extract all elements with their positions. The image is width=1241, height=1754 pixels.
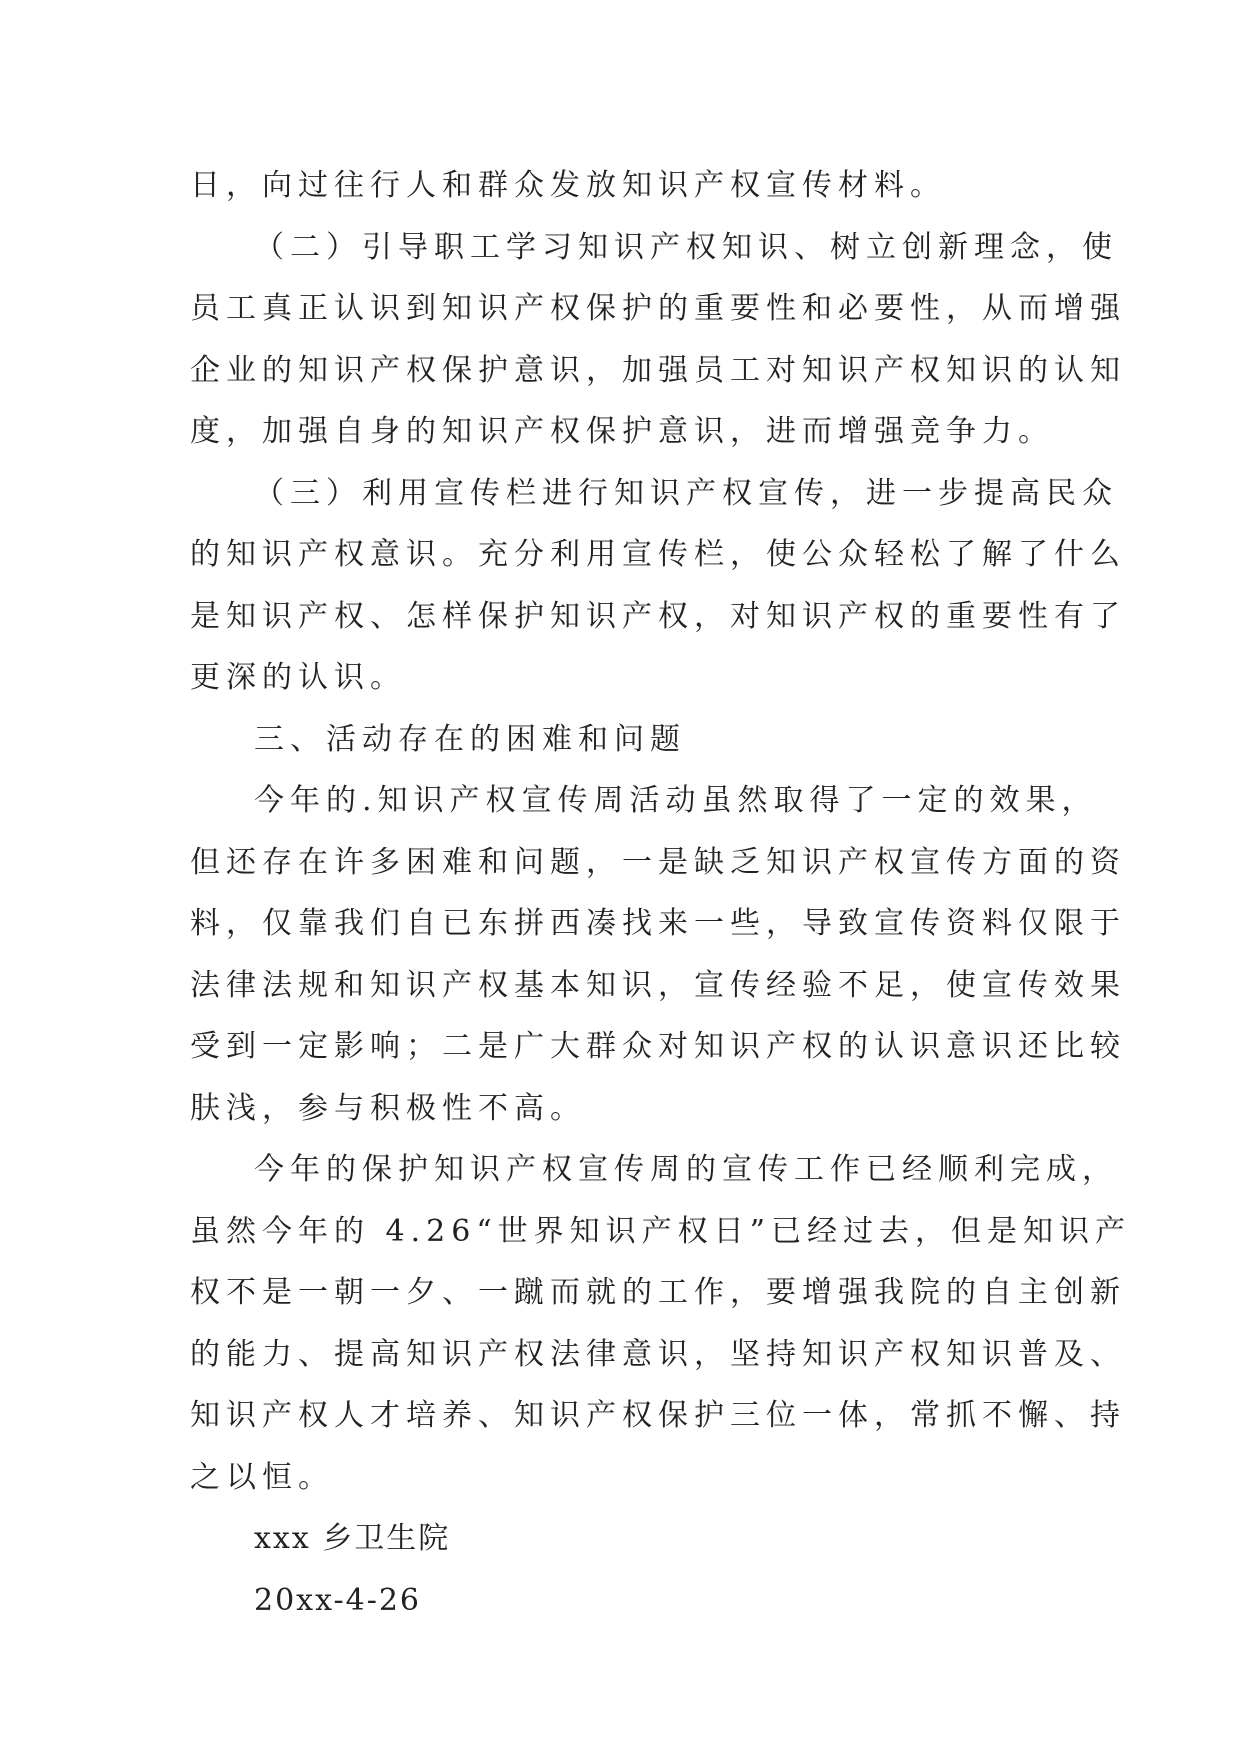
text-line: 是知识产权、怎样保护知识产权，对知识产权的重要性有了 <box>190 598 1126 634</box>
text-line: 肤浅，参与积极性不高。 <box>190 1090 586 1126</box>
text-line: 今年的保护知识产权宣传周的宣传工作已经顺利完成， <box>254 1152 1118 1187</box>
text-line: 度，加强自身的知识产权保护意识，进而增强竞争力。 <box>190 414 1054 449</box>
text-line: 更深的认识。 <box>190 660 406 695</box>
text-line: 法律法规和知识产权基本知识，宣传经验不足，使宣传效果 <box>190 967 1126 1003</box>
signature-date: 20xx-4-26 <box>254 1582 422 1618</box>
text-line: 企业的知识产权保护意识，加强员工对知识产权知识的认知 <box>190 352 1126 388</box>
document-body <box>190 155 1132 1631</box>
text-line: （三）利用宣传栏进行知识产权宣传，进一步提高民众 <box>254 475 1118 511</box>
text-line: 虽然今年的 4.26“世界知识产权日”已经过去，但是知识产 <box>190 1213 1132 1249</box>
signature-organization: xxx 乡卫生院 <box>254 1521 451 1556</box>
text-line: 员工真正认识到知识产权保护的重要性和必要性，从而增强 <box>190 291 1126 326</box>
text-line: 料，仅靠我们自已东拼西凑找来一些，导致宣传资料仅限于 <box>190 906 1126 941</box>
text-line: 之以恒。 <box>190 1459 334 1495</box>
text-line: 受到一定影响；二是广大群众对知识产权的认识意识还比较 <box>190 1029 1126 1064</box>
text-line: （二）引导职工学习知识产权知识、树立创新理念，使 <box>254 229 1118 265</box>
text-line: 但还存在许多困难和问题，一是缺乏知识产权宣传方面的资 <box>190 844 1126 880</box>
text-line: 知识产权人才培养、知识产权保护三位一体，常抓不懈、持 <box>190 1398 1126 1433</box>
text-line: 日，向过往行人和群众发放知识产权宣传材料。 <box>190 168 946 203</box>
text-line: 的知识产权意识。充分利用宣传栏，使公众轻松了解了什么 <box>190 537 1126 572</box>
text-line: 今年的.知识产权宣传周活动虽然取得了一定的效果， <box>254 783 1098 818</box>
section-heading: 三、活动存在的困难和问题 <box>254 721 686 757</box>
text-line: 的能力、提高知识产权法律意识，坚持知识产权知识普及、 <box>190 1336 1126 1372</box>
text-line: 权不是一朝一夕、一蹴而就的工作，要增强我院的自主创新 <box>190 1275 1126 1310</box>
